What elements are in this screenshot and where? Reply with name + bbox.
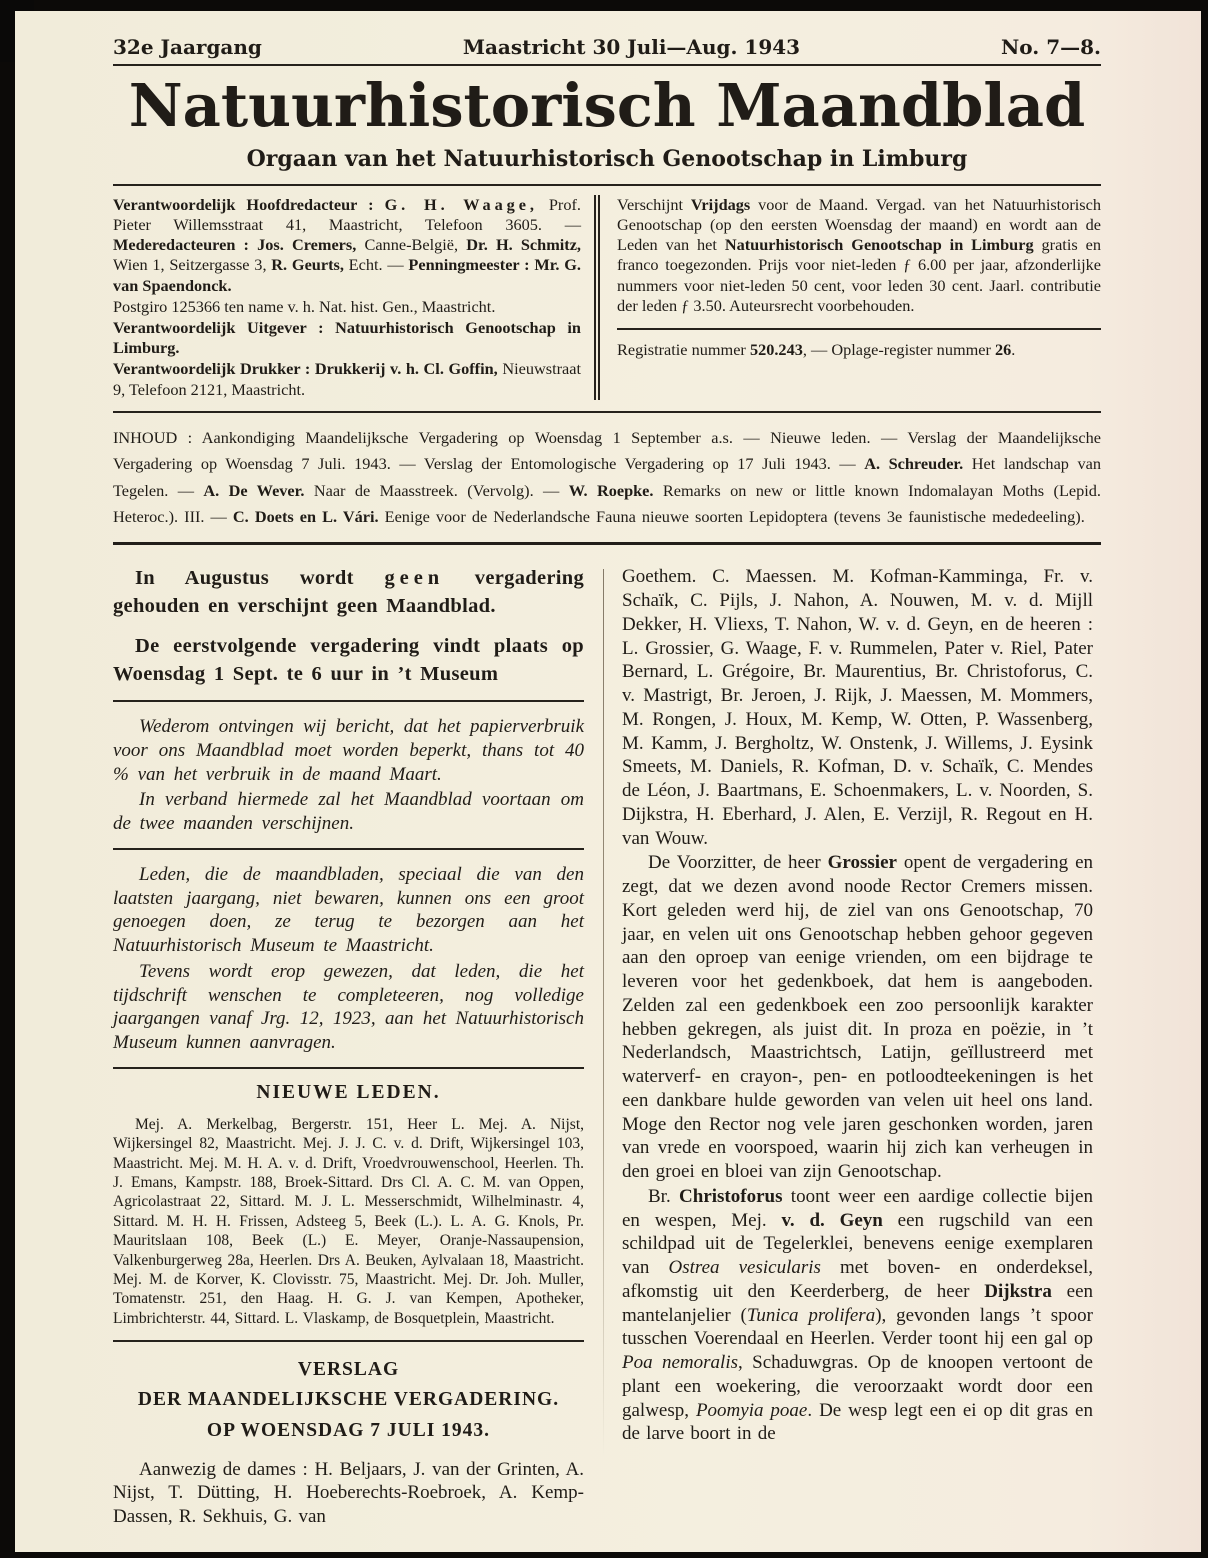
verslag-heading-line-2: DER MAANDELIJKSCHE VERGADERING. bbox=[137, 1389, 560, 1411]
paper bbox=[15, 11, 1201, 1552]
bimonthly-publication-notice: In verband hiermede zal het Maandblad voortaan om de twee maanden verschijnen. bbox=[113, 789, 584, 835]
registration-line: Registratie nummer 520.243, — Oplage-register nummer 26. bbox=[617, 339, 1016, 359]
announcement-next-meeting: De eerstvolgende vergadering vindt plaats op Woensdag 1 Sept. te 6 uur in ’t Museum bbox=[113, 635, 584, 685]
verslag-heading-line-1: VERSLAG bbox=[297, 1359, 400, 1381]
exhibits-paragraph: Br. Christoforus toont weer een aardige collectie bijen en wespen, Mej. v. d. Geyn een rugschild van een schildpad uit de Tegelerklei, benevens eenige exemplaren van Ostrea vesicularis met boven- en onderdeksel, afkomstig uit den Keerderberg, de heer Dijkstra een mantelanjelier (Tunica prolifera), gevonden langs ’t spoor tusschen Voerendaal en Heerlen. Verder toont hij een gal op Poa nemoralis, Schaduwgras. Op de knoopen vertoont de plant een woekering, die veroorzaakt wordt door een galwesp, Poomyia poae. De wesp legt een ei op dit gras en de larve boort in de bbox=[622, 1185, 1093, 1445]
column-divider bbox=[603, 569, 604, 1494]
issue-number: No. 7—8. bbox=[1001, 35, 1101, 59]
volume-label: 32e Jaargang bbox=[113, 35, 262, 59]
page-subtitle: Orgaan van het Natuurhistorisch Genootschap in Limburg bbox=[246, 145, 968, 172]
masthead-publication-block bbox=[617, 195, 1101, 400]
right-column bbox=[622, 565, 1093, 1529]
header-rule bbox=[113, 64, 1101, 66]
table-of-contents: INHOUD : Aankondiging Maandelijksche Vergadering op Woensdag 1 September a.s. — Nieuwe leden. — Verslag der Maandelijksche Vergadering op Woensdag 7 Juli. 1943. — Verslag der Entomologische Vergadering op 17 Juli 1943. — A. Schreuder. Het landschap van Tegelen. — A. De Wever. Naar de Maasstreek. (Vervolg). — W. Roepke. Remarks on new or little known Indomalayan Moths (Lepid. Heteroc.). III. — C. Doets en L. Vári. Eenige voor de Nederlandsche Fauna nieuwe soorten Lepidoptera (tevens 3e faunistische mededeeling). bbox=[113, 427, 1101, 526]
section-rule bbox=[113, 848, 584, 850]
attendees-continued-paragraph: Goethem. C. Maessen. M. Kofman-Kamminga, Fr. v. Schaïk, C. Pijls, J. Nahon, A. Nouwen, M. v. d. Mijll Dekker, H. Vliexs, T. Nahon, W. v. d. Geyn, en de heeren : L. Grossier, G. Waage, F. v. Rummelen, Pater v. Riel, Pater Bernard, L. Grégoire, Br. Maurentius, Br. Christoforus, C. v. Mastrigt, Br. Jeroen, J. Rijk, J. Maessen, M. Mommers, M. Rongen, J. Houx, M. Kemp, W. Otten, P. Wassenberg, M. Kamm, J. Bergholtz, W. Onstenk, J. Willems, J. Eysink Smeets, M. Daniels, R. Kofman, D. v. Schaïk, C. Mendes de Léon, J. Baartmans, E. Schoenmakers, L. v. Noorden, S. Dijkstra, H. Eberhard, J. Alen, E. Verzijl, R. Regout en H. van Wouw. bbox=[622, 566, 1093, 849]
new-members-list: Mej. A. Merkelbag, Bergerstr. 151, Heer L. Mej. A. Nijst, Wijkersingel 82, Maastricht. Mej. J. J. C. v. d. Drift, Wijkersingel 103, Maastricht. Mej. M. H. A. v. d. Drift, Vroedvrouwenschool, Heerlen. Th. J. Emans, Kampstr. 188, Broek-Sittard. Drs Cl. A. C. M. van Oppen, Agricolastraat 22, Sittard. M. J. L. Messerschmidt, Wilhelminastr. 4, Sittard. M. H. H. Frissen, Adsteeg 5, Beek (L.). L. A. G. Knols, Pr. Mauritslaan 108, Beek (L.) E. Meyer, Oranje-Nassaupension, Valkenburgerweg 28a, Heerlen. Drs A. Beuken, Aylvalaan 18, Maastricht. Mej. M. de Korver, K. Clovisstr. 75, Maastricht. Mej. Dr. Joh. Muller, Tomatenstr. 251, den Haag. H. G. J. van Kempen, Apotheker, Limbrichterstr. 44, Sittard. L. Vlaskamp, de Bosquetplein, Maastricht. bbox=[113, 1115, 584, 1327]
issue-info-row bbox=[113, 35, 1101, 59]
issue-date: Maastricht 30 Juli—Aug. 1943 bbox=[462, 35, 801, 59]
publication-info-paragraph: Verschijnt Vrijdags voor de Maand. Vergad. van het Natuurhistorisch Genootschap (op den eersten Woensdag der maand) en wordt aan de Leden van het Natuurhistorisch Genootschap in Limburg gratis en franco toegezonden. Prijs voor niet-leden ƒ 6.00 per jaar, afzonderlijke nummers voor niet-leden 50 cent, voor leden 30 cent. Jaarl. contributie der leden ƒ 3.50. Auteursrecht voorbehouden. bbox=[617, 194, 1101, 315]
page-title: Natuurhistorisch Maandblad bbox=[128, 71, 1086, 140]
left-column bbox=[113, 565, 584, 1529]
return-issues-notice: Leden, die de maandbladen, speciaal die van den laatsten jaargang, niet bewaren, kunnen ons een groot genoegen doen, ze terug te bezorgen aan het Natuurhistorisch Museum te Maastricht. bbox=[113, 863, 584, 957]
announcement-no-meeting: In Augustus wordt geen vergadering gehouden en verschijnt geen Maandblad. bbox=[113, 567, 584, 617]
masthead-divider bbox=[594, 195, 600, 400]
masthead-editors-block bbox=[113, 195, 581, 400]
section-rule bbox=[113, 1067, 584, 1069]
masthead-postgiro-line: Postgiro 125366 ten name v. h. Nat. hist. Gen., Maastricht. bbox=[113, 296, 496, 316]
masthead-printer-line: Verantwoordelijk Drukker : Drukkerij v. h. Cl. Goffin, Nieuwstraat 9, Telefoon 2121, Maastricht. bbox=[113, 359, 581, 399]
masthead-inner-rule bbox=[617, 328, 1101, 330]
section-rule bbox=[113, 700, 584, 702]
section-rule bbox=[113, 1340, 584, 1342]
paper-restriction-notice: Wederom ontvingen wij bericht, dat het papierverbruik voor ons Maandblad moet worden beperkt, thans tot 40 % van het verbruik in de maand Maart. bbox=[113, 716, 584, 785]
contents-rule bbox=[113, 542, 1101, 545]
back-issues-notice: Tevens wordt erop gewezen, dat leden, die het tijdschrift wenschen te completeeren, nog volledige jaargangen vanaf Jrg. 12, 1923, aan het Natuurhistorisch Museum kunnen aanvragen. bbox=[113, 960, 584, 1054]
masthead bbox=[113, 184, 1101, 413]
section-heading-verslag bbox=[113, 1355, 584, 1446]
verslag-heading-line-3: OP WOENSDAG 7 JULI 1943. bbox=[206, 1419, 491, 1441]
page-content bbox=[15, 11, 1201, 1552]
attendees-paragraph: Aanwezig de dames : H. Beljaars, J. van der Grinten, A. Nijst, T. Dütting, H. Hoeberechts-Roebroek, A. Kemp-Dassen, R. Sekhuis, G. van bbox=[113, 1458, 584, 1528]
section-heading-nieuwe-leden: NIEUWE LEDEN. bbox=[256, 1081, 441, 1103]
article-columns bbox=[113, 565, 1101, 1529]
masthead-editors-paragraph: Verantwoordelijk Hoofdredacteur : G. H. Waage, Prof. Pieter Willemsstraat 41, Maastricht, Telefoon 3605. — Mederedacteuren : Jos. Cremers, Canne-België, Dr. H. Schmitz, Wien 1, Seitzergasse 3, R. Geurts, Echt. — Penningmeester : Mr. G. van Spaendonck. bbox=[113, 194, 581, 295]
chairman-speech-paragraph: De Voorzitter, de heer Grossier opent de vergadering en zegt, dat we dezen avond noode Rector Cremers missen. Kort geleden werd hij, de ziel van ons Genootschap, 70 jaar, en velen uit ons Genootschap hebben gehoor gegeven aan den oproep van eenige vrienden, om een bijdrage te leveren voor het gedenkboek, dat hem is aangeboden. Zelden zal een gedenkboek een zoo persoonlijk karakter hebben gekregen, als juist dit. In proza en poëzie, in ’t Nederlandsch, Maastrichtsch, Latijn, geïllustreerd met waterverf- en crayon-, pen- en potloodteekeningen is het een dankbare hulde geworden van velen uit heel ons land. Moge den Rector nog vele jaren geschonken worden, jaren van vrede en voorspoed, waarin hij zich kan verheugen in den groei en bloei van zijn Genootschap. bbox=[622, 852, 1093, 1183]
masthead-publisher-line: Verantwoordelijk Uitgever : Natuurhistorisch Genootschap in Limburg. bbox=[113, 317, 581, 358]
